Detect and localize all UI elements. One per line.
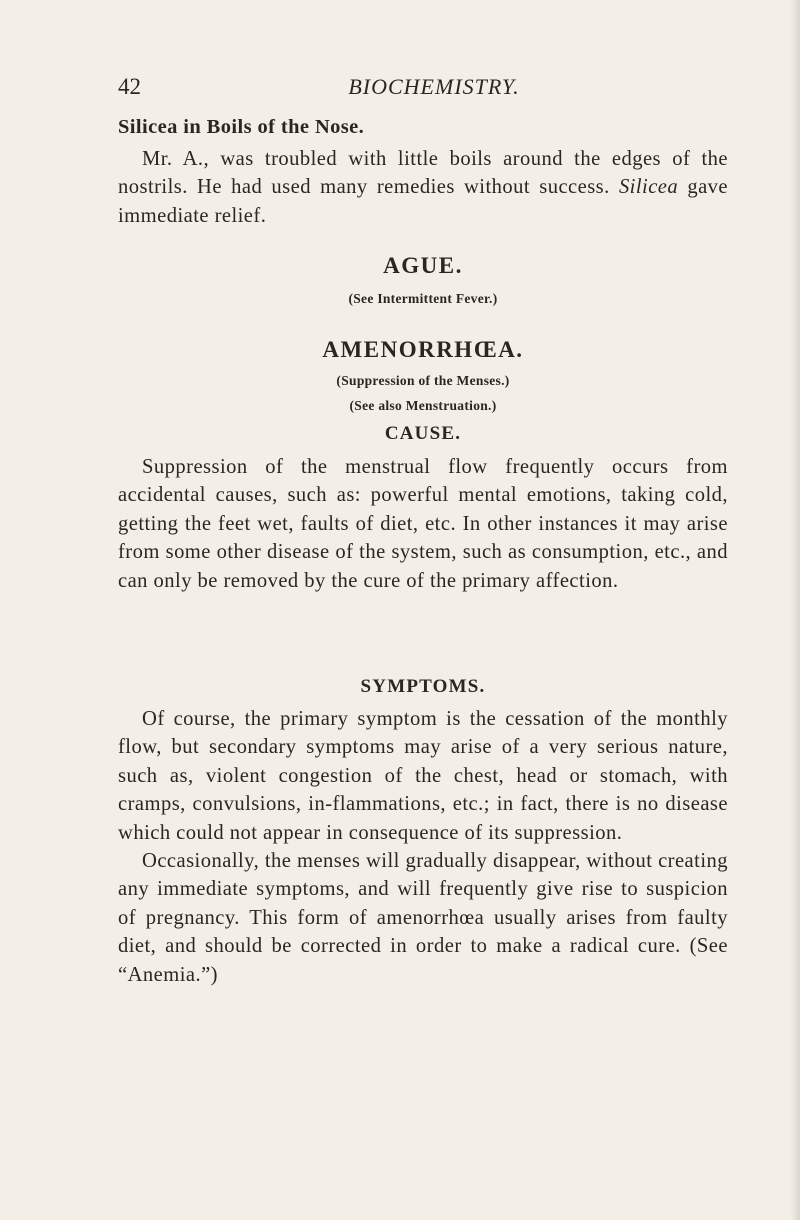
amenorrhoea-heading: AMENORRHŒA.: [322, 337, 524, 362]
symptoms-paragraph-1: Of course, the primary symptom is the cessation of the monthly flow, but secondary symptoms may arise of a very serious nature, such as, violent congestion of the chest, head or stomach, with cramps, convulsions, in-flammations, etc.; in fact, there is no disease which could not appear in consequence of its suppression.: [118, 708, 728, 844]
page-edge-shadow: [790, 0, 800, 1220]
symptoms-heading: SYMPTOMS.: [360, 676, 486, 697]
silicea-case-body-end: gave immediate relief.: [118, 176, 728, 227]
page-number: 42: [118, 74, 141, 99]
ague-heading: AGUE.: [383, 253, 463, 278]
cause-heading: CAUSE.: [384, 423, 462, 444]
cause-paragraph: Suppression of the menstrual flow frequently occurs from accidental causes, such as: powerful mental emotions, taking cold, getting the feet wet, faults of diet, etc. In other instances it may arise from some other disease of the system, such as consumption, etc., and can only be removed by the cure of the primary affection.: [118, 456, 728, 592]
cause-text: [118, 453, 728, 595]
silicea-case-body-start: Mr. A., was troubled with little boils around the edges of the nostrils. He had used many remedies without success.: [118, 148, 728, 199]
book-title: BIOCHEMISTRY.: [348, 74, 520, 99]
silicea-case-paragraph: [118, 145, 728, 230]
silicea-case-title: Silicea in Boils of the Nose.: [118, 116, 365, 138]
silicea-italic-remedy: Silicea: [618, 176, 679, 199]
ague-note: (See Intermittent Fever.): [348, 291, 498, 306]
amenorrhoea-note-see-also: (See also Menstruation.): [349, 398, 497, 413]
symptoms-paragraph-2: Occasionally, the menses will gradually disappear, without creating any immediate symptoms, and will frequently give rise to suspicion of pregnancy. This form of amenorrhœa usually arises from faulty diet, and should be corrected in order to make a radical cure. (See “Anemia.”): [118, 850, 728, 986]
silicea-case-text: [118, 145, 728, 230]
running-head: [118, 74, 728, 104]
symptoms-text: [118, 705, 728, 989]
amenorrhoea-note-suppression: (Suppression of the Menses.): [336, 373, 510, 388]
